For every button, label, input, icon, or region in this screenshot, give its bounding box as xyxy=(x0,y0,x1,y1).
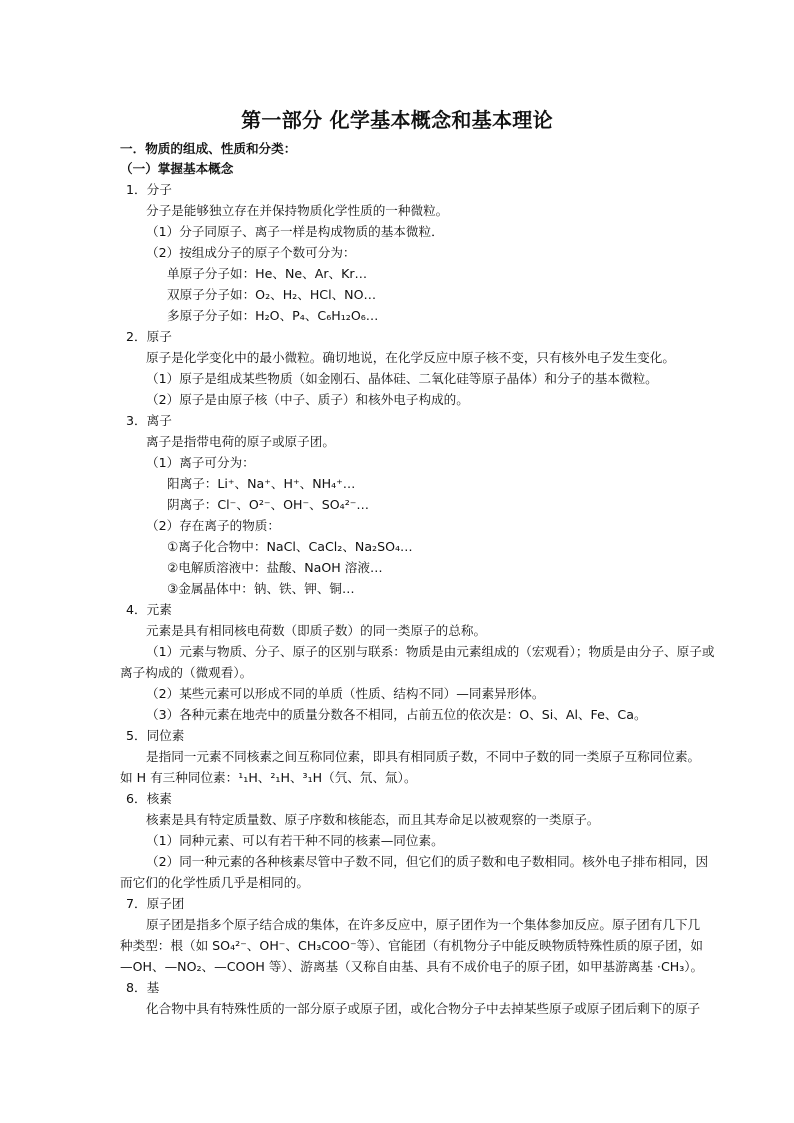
paragraph-line: ③金属晶体中：钠、铁、钾、铜… xyxy=(167,581,355,596)
item-heading: 1．分子 xyxy=(126,182,172,197)
paragraph-line: （1）原子是组成某些物质（如金刚石、晶体硅、二氧化硅等原子晶体）和分子的基本微粒。 xyxy=(146,371,658,386)
paragraph-line: —OH、—NO₂、—COOH 等）、游离基（又称自由基、具有不成价电子的原子团，如甲基游离基 ·CH₃）。 xyxy=(120,959,704,974)
paragraph-line: 是指同一元素不同核素之间互称同位素，即具有相同质子数，不同中子数的同一类原子互称同位素。 xyxy=(146,749,701,764)
paragraph-line: （1）元素与物质、分子、原子的区别与联系：物质是由元素组成的（宏观看）；物质是由分子、原子或 xyxy=(146,644,715,659)
paragraph-line: （2）原子是由原子核（中子、质子）和核外电子构成的。 xyxy=(146,392,469,407)
paragraph-line: 阳离子：Li⁺、Na⁺、H⁺、NH₄⁺… xyxy=(167,476,356,491)
paragraph-line: 双原子分子如：O₂、H₂、HCl、NO… xyxy=(167,287,377,302)
paragraph-line: 元素是具有相同核电荷数（即质子数）的同一类原子的总称。 xyxy=(146,623,487,638)
paragraph-line: （2）某些元素可以形成不同的单质（性质、结构不同）—同素异形体。 xyxy=(146,686,545,701)
paragraph-line: ②电解质溶液中：盐酸、NaOH 溶液… xyxy=(167,560,383,575)
section-heading: 一．物质的组成、性质和分类： xyxy=(120,141,297,156)
paragraph-line: 离子是指带电荷的原子或原子团。 xyxy=(146,434,335,449)
paragraph-line: （2）按组成分子的原子个数可分为： xyxy=(146,245,356,260)
paragraph-line: （1）同种元素、可以有若干种不同的核素—同位素。 xyxy=(146,833,444,848)
paragraph-line: （1）分子同原子、离子一样是构成物质的基本微粒． xyxy=(146,224,444,239)
paragraph-line: （2）同一种元素的各种核素尽管中子数不同，但它们的质子数和电子数相同。核外电子排布相同，因 xyxy=(146,854,709,869)
paragraph-line: 原子是化学变化中的最小微粒。确切地说，在化学反应中原子核不变，只有核外电子发生变化。 xyxy=(146,350,675,365)
item-heading: 3．离子 xyxy=(126,413,172,428)
item-heading: 7．原子团 xyxy=(126,896,185,911)
paragraph-line: （3）各种元素在地壳中的质量分数各不相同，占前五位的依次是：O、Si、Al、Fe、Ca。 xyxy=(146,707,647,722)
paragraph-line: 而它们的化学性质几乎是相同的。 xyxy=(120,875,309,890)
item-heading: 5．同位素 xyxy=(126,728,185,743)
paragraph-line: 阴离子：Cl⁻、O²⁻、OH⁻、SO₄²⁻… xyxy=(167,497,369,512)
paragraph-line: 离子构成的（微观看）。 xyxy=(120,665,253,680)
item-heading: 8．基 xyxy=(126,980,160,995)
paragraph-line: 原子团是指多个原子结合成的集体，在许多反应中，原子团作为一个集体参加反应。原子团有几下几 xyxy=(146,917,701,932)
paragraph-line: 如 H 有三种同位素：¹₁H、²₁H、³₁H（氕、氘、氚）。 xyxy=(120,770,417,785)
document-title: 第一部分 化学基本概念和基本理论 xyxy=(241,108,553,132)
paragraph-line: 化合物中具有特殊性质的一部分原子或原子团，或化合物分子中去掉某些原子或原子团后剩下的原子 xyxy=(146,1001,701,1016)
paragraph-line: 单原子分子如：He、Ne、Ar、Kr… xyxy=(167,266,368,281)
paragraph-line: 种类型：根（如 SO₄²⁻、OH⁻、CH₃COO⁻等）、官能团（有机物分子中能反映物质特殊性质的原子团，如 xyxy=(120,938,703,953)
paragraph-line: （2）存在离子的物质： xyxy=(146,518,280,533)
item-heading: 6．核素 xyxy=(126,791,172,806)
paragraph-line: ①离子化合物中：NaCl、CaCl₂、Na₂SO₄… xyxy=(167,539,413,554)
paragraph-line: （1）离子可分为： xyxy=(146,455,255,470)
item-heading: 2．原子 xyxy=(126,329,172,344)
paragraph-line: 分子是能够独立存在并保持物质化学性质的一种微粒。 xyxy=(146,203,449,218)
paragraph-line: 核素是具有特定质量数、原子序数和核能态，而且其寿命足以被观察的一类原子。 xyxy=(146,812,600,827)
subsection-heading: （一）掌握基本概念 xyxy=(120,161,234,176)
item-heading: 4．元素 xyxy=(126,602,172,617)
paragraph-line: 多原子分子如：H₂O、P₄、C₆H₁₂O₆… xyxy=(167,308,379,323)
